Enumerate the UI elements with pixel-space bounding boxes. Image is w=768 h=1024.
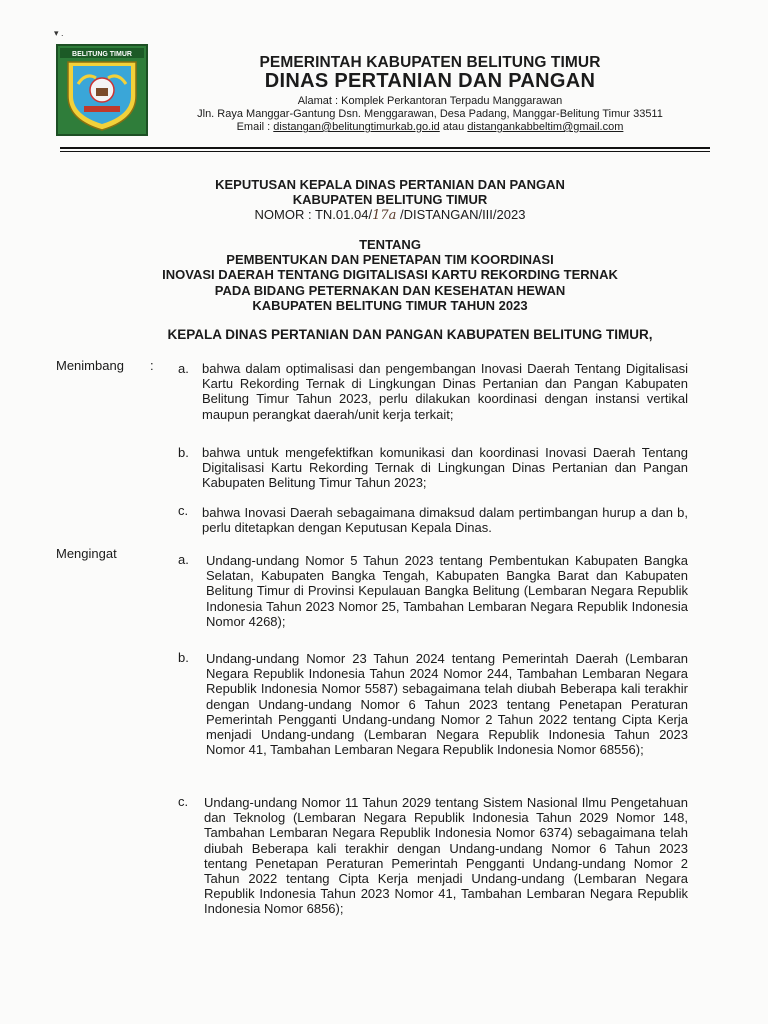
menimbang-letter-c: c. xyxy=(178,503,189,518)
department-name: DINAS PERTANIAN DAN PANGAN xyxy=(264,70,596,92)
letterhead-rule-thin xyxy=(60,151,710,152)
tentang-heading: TENTANG xyxy=(359,237,421,252)
email-label: Email : xyxy=(236,121,274,133)
subject-line-4: KABUPATEN BELITUNG TIMUR TAHUN 2023 xyxy=(252,298,528,313)
menimbang-item-c: bahwa Inovasi Daerah sebagaimana dimaksud dalam pertimbangan hurup a dan b, perlu ditetapkan dengan Keputusan Kepala Dinas. xyxy=(202,505,688,536)
email-link-1[interactable]: distangan@belitungtimurkab.go.id xyxy=(273,121,440,133)
address-line-2: Jln. Raya Manggar-Gantung Dsn. Menggarawan, Desa Padang, Manggar-Belitung Timur 33511 xyxy=(197,108,663,120)
mengingat-letter-b: b. xyxy=(178,650,189,665)
subject-line-2: INOVASI DAERAH TENTANG DIGITALISASI KARTU REKORDING TERNAK xyxy=(162,267,618,282)
decree-number xyxy=(60,207,720,224)
issuing-official: KEPALA DINAS PERTANIAN DAN PANGAN KABUPATEN BELITUNG TIMUR, xyxy=(167,327,653,342)
government-name: PEMERINTAH KABUPATEN BELITUNG TIMUR xyxy=(259,54,601,71)
decree-number-prefix: NOMOR : TN.01.04/ xyxy=(254,207,373,222)
decree-title-line-1: KEPUTUSAN KEPALA DINAS PERTANIAN DAN PANGAN xyxy=(215,177,565,192)
decree-number-suffix: /DISTANGAN/III/2023 xyxy=(396,207,526,222)
email-separator: atau xyxy=(439,121,468,133)
mengingat-item-a: Undang-undang Nomor 5 Tahun 2023 tentang Pembentukan Kabupaten Bangka Selatan, Kabupaten Bangka Tengah, Kabupaten Bangka Barat dan Kabupaten Belitung Timur di Provinsi Kepulauan Bangka Belitung (Lembaran Negara Republik Indonesia Tahun 2023 Nomor 25, Tambahan Lembaran Negara Republik Indonesia Nomor 4268); xyxy=(206,553,688,629)
mengingat-label: Mengingat xyxy=(56,546,117,561)
subject-line-3: PADA BIDANG PETERNAKAN DAN KESEHATAN HEWAN xyxy=(214,283,566,298)
mengingat-letter-a: a. xyxy=(178,552,189,567)
scan-artifact: ▾ . xyxy=(54,28,64,38)
subject-line-1: PEMBENTUKAN DAN PENETAPAN TIM KOORDINASI xyxy=(226,252,554,267)
letterhead-rule-thick xyxy=(60,147,710,149)
mengingat-item-b: Undang-undang Nomor 23 Tahun 2024 tentang Pemerintah Daerah (Lembaran Negara Republik Indonesia Tahun 2024 Nomor 244, Tambahan Lembaran Negara Republik Indonesia Nomor 5587) sebagaimana telah diubah Beberapa kali terakhir dengan Undang-undang Nomor 6 Tahun 2023 tentang Penetapan Peraturan Pemerintah Pengganti Undang-undang Nomor 2 Tahun 2022 tentang Cipta Kerja menjadi Undang-undang (Lembaran Negara Republik Indonesia Tahun 2023 Nomor 41, Tambahan Lembaran Negara Republik Indonesia Nomor 68556); xyxy=(206,651,688,758)
mengingat-letter-c: c. xyxy=(178,794,189,809)
decree-title-line-2: KABUPATEN BELITUNG TIMUR xyxy=(292,192,488,207)
logo-text: BELITUNG TIMUR xyxy=(72,51,132,58)
email-line xyxy=(150,121,710,133)
menimbang-item-b: bahwa untuk mengefektifkan komunikasi dan koordinasi Inovasi Daerah Tentang Digitalisasi Kartu Rekording Ternak di Lingkungan Dinas Pertanian dan Pangan Kabupaten Belitung Timur Tahun 2023; xyxy=(202,445,688,491)
menimbang-label: Menimbang xyxy=(56,358,124,373)
menimbang-colon: : xyxy=(150,358,154,373)
email-link-2[interactable]: distangankabbeltim@gmail.com xyxy=(467,121,624,133)
menimbang-item-a: bahwa dalam optimalisasi dan pengembangan Inovasi Daerah Tentang Digitalisasi Kartu Rekording Ternak di Lingkungan Dinas Pertanian dan Pangan Kabupaten Belitung Timur Tahun 2023, perlu dilakukan koordinasi dengan instansi vertikal maupun perangkat daerah/unit kerja terkait; xyxy=(202,361,688,422)
regency-logo xyxy=(56,44,148,136)
menimbang-letter-b: b. xyxy=(178,445,189,460)
address-line-1: Alamat : Komplek Perkantoran Terpadu Manggarawan xyxy=(297,95,563,107)
mengingat-item-c: Undang-undang Nomor 11 Tahun 2029 tentang Sistem Nasional Ilmu Pengetahuan dan Teknolog (Lembaran Negara Republik Indonesia Tahun 2029 Nomor 148, Tambahan Lembaran Negara Republik Indonesia Nomor 6374) sebagaimana telah diubah Beberapa kali terakhir dengan Undang-undang Nomor 6 Tahun 2023 tentang Penetapan Peraturan Pemerintah Pengganti Undang-undang Nomor 2 Tahun 2022 tentang Cipta Kerja menjadi Undang-undang (Lembaran Negara Republik Indonesia Tahun 2023 Nomor 41, Tambahan Lembaran Negara Republik Indonesia Nomor 6856); xyxy=(204,795,688,917)
handwritten-number: 17a xyxy=(372,208,397,223)
menimbang-letter-a: a. xyxy=(178,361,189,376)
